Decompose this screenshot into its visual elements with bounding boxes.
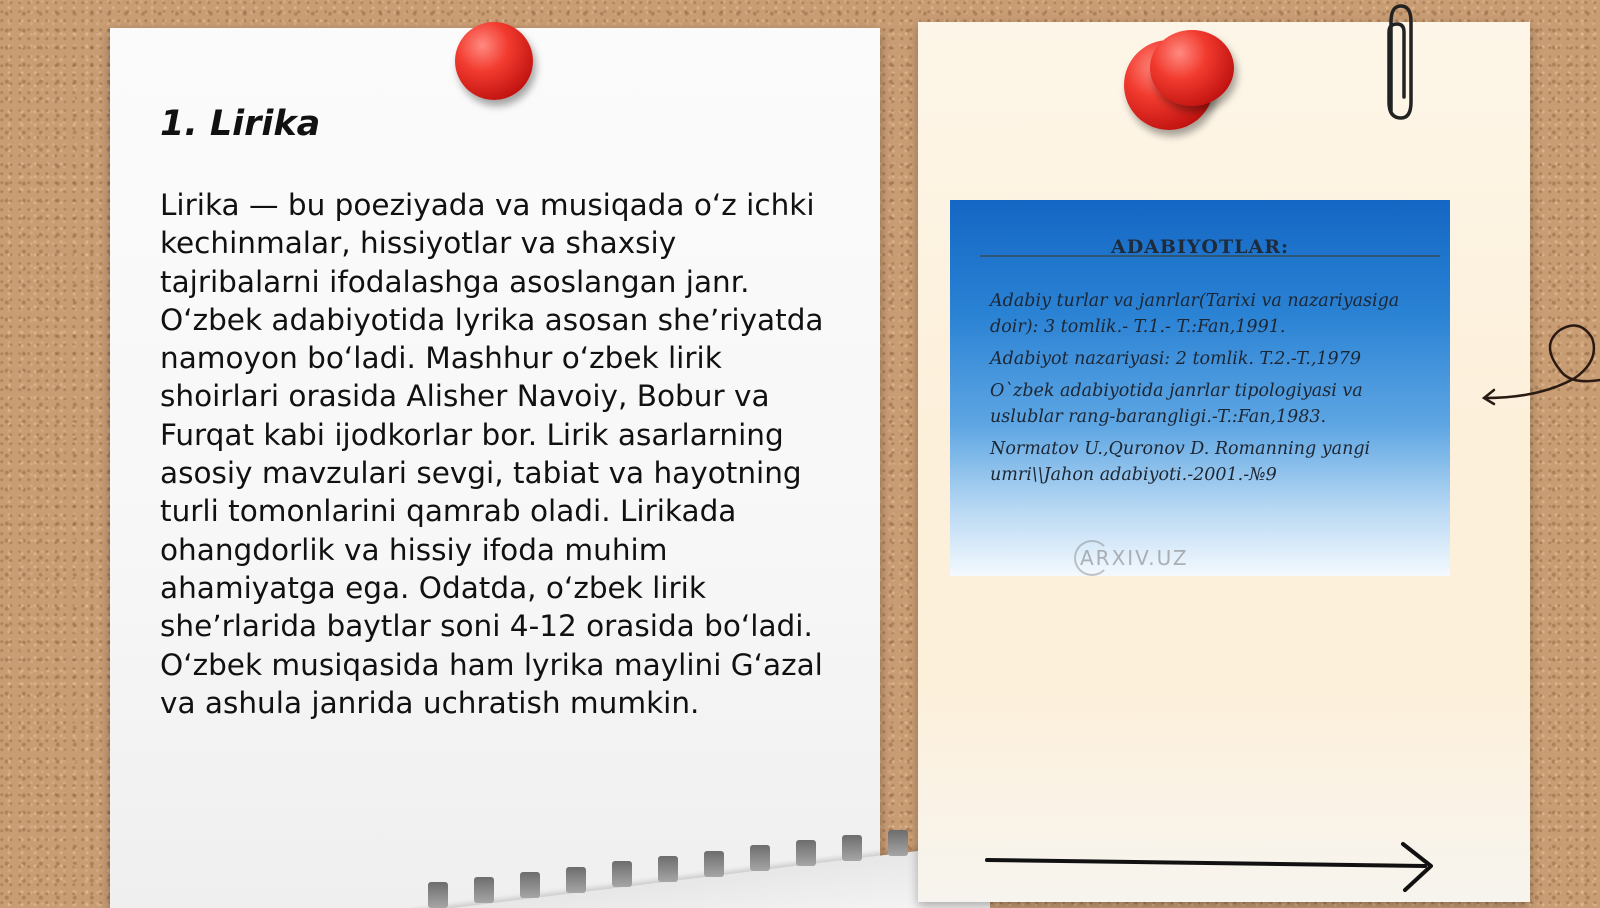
references-image: [950, 200, 1450, 576]
reference-item: O`zbek adabiyotida janrlar tipologiyasi va uslublar rang-barangligi.-T.:Fan,1983.: [990, 381, 1363, 427]
references-list: [990, 288, 1430, 494]
references-title: ADABIYOTLAR:: [1110, 236, 1290, 258]
push-pin-icon: [455, 22, 533, 100]
reference-item: Adabiyot nazariyasi: 2 tomlik. T.2.-T.,1979: [990, 349, 1361, 369]
loop-arrow-icon: [1480, 310, 1600, 410]
section-body-text: Lirika — bu poeziyada va musiqada o‘z ichki kechinmalar, hissiyotlar va shaxsiy tajribalarni ifodalashga asoslangan janr. O‘zbek adabiyotida lyrika asosan she’riyatda namoyon bo‘ladi. Mashhur o‘zbek lirik shoirlari orasida Alisher Navoiy, Bobur va Furqat kabi ijodkorlar bor. Lirik asarlarning asosiy mavzulari sevgi, tabiat va hayotning turli tomonlarini qamrab oladi. Lirikada ohangdorlik va hissiy ifoda muhim ahamiyatga ega. Odatda, o‘zbek lirik she’rlarida baytlar soni 4-12 orasida bo‘ladi. O‘zbek musiqasida ham lyrika maylini G‘azal va ashula janrida uchratish mumkin.: [160, 188, 824, 720]
push-pin-icon: [1150, 30, 1234, 106]
paper-clip-icon: [1379, 2, 1417, 122]
watermark-text: ARXIV.UZ: [1080, 546, 1189, 570]
section-heading: 1. Lirika: [160, 104, 321, 144]
torn-edge: [410, 798, 990, 908]
reference-item: Adabiy turlar va janrlar(Tarixi va nazariyasiga doir): 3 tomlik.- T.1.- T.:Fan,1991.: [990, 291, 1400, 337]
right-arrow-icon: [985, 840, 1445, 900]
reference-item: Normatov U.,Quronov D. Romanning yangi umri\\Jahon adabiyoti.-2001.-№9: [990, 439, 1371, 485]
